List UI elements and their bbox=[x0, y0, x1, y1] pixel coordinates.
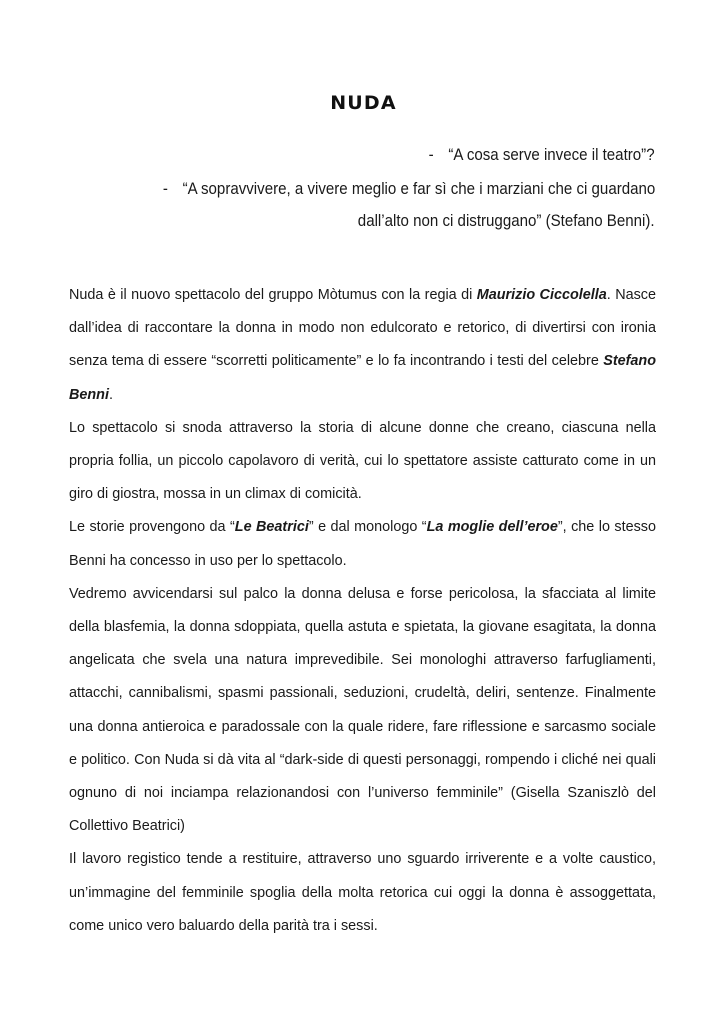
paragraph-4: Vedremo avvicendarsi sul palco la donna delusa e forse pericolosa, la sfacciata al limite della blasfemia, la donna sdoppiata, quella astuta e spietata, la giovane esagitata, la donna angelicata che svela una natura imprevedibile. Sei monologhi attraverso farfugliamenti, attacchi, cannibalismi, spasmi passionali, seduzioni, crudeltà, deliri, sentenze. Finalmente una donna antieroica e paradossale con la quale ridere, fare riflessione e sarcasmo sociale e politico. Con Nuda si dà vita al “dark-side di questi personaggi, rompendo i cliché nei quali ognuno di noi inciampa relazionandosi con l’universo femminile” (Gisella Szaniszlò del Collettivo Beatrici) bbox=[69, 585, 656, 835]
p3-text-c: ” e dal monologo “ bbox=[308, 519, 427, 536]
quote-dash-1: - bbox=[429, 146, 435, 164]
title-text: NUDA bbox=[330, 92, 397, 114]
work-title-2: La moglie dell’eroe bbox=[426, 519, 558, 536]
work-title-1: Le Beatrici bbox=[234, 519, 309, 536]
quote-line-1 bbox=[429, 146, 655, 165]
p1-text-a: Nuda è il nuovo spettacolo del gruppo Mòtumus con la regia di bbox=[69, 287, 477, 303]
page-title bbox=[0, 92, 725, 114]
p3-text-a: Le storie provengono da “ bbox=[69, 519, 235, 536]
paragraph-3 bbox=[69, 511, 656, 577]
paragraph-1 bbox=[69, 279, 656, 412]
paragraph-5: Il lavoro registico tende a restituire, attraverso uno sguardo irriverente e a volte caustico, un’immagine del femminile spoglia della molta retorica cui oggi la donna è assoggettata, come unico vero baluardo della parità tra i sessi. bbox=[69, 851, 656, 934]
author-name: Stefano Benni bbox=[69, 353, 656, 403]
quote-line-2 bbox=[163, 180, 655, 199]
body-text bbox=[69, 279, 656, 943]
p3-text-e: ”, che lo stesso Benni ha concesso in uso per lo spettacolo. bbox=[69, 519, 656, 569]
quote-text-2: “A sopravvivere, a vivere meglio e far sì che i marziani che ci guardano bbox=[182, 180, 655, 198]
quote-text-3: dall’alto non ci distruggano” (Stefano Benni). bbox=[358, 212, 655, 230]
paragraph-2: Lo spettacolo si snoda attraverso la storia di alcune donne che creano, ciascuna nella propria follia, un piccolo capolavoro di verità, cui lo spettatore assiste catturato come in un giro di giostra, mossa in un climax di comicità. bbox=[69, 419, 656, 503]
quote-text-1: “A cosa serve invece il teatro”? bbox=[448, 146, 655, 164]
quote-line-3 bbox=[358, 212, 655, 231]
director-name: Maurizio Ciccolella bbox=[476, 287, 607, 303]
p1-text-e: . bbox=[108, 386, 113, 403]
p1-text-c: . Nasce dall’idea di raccontare la donna in modo non edulcorato e retorico, di divertirsi con ironia senza tema di essere “scorretti politicamente” e lo fa incontrando i testi del celebre bbox=[69, 287, 656, 370]
quote-dash-2: - bbox=[162, 180, 168, 198]
